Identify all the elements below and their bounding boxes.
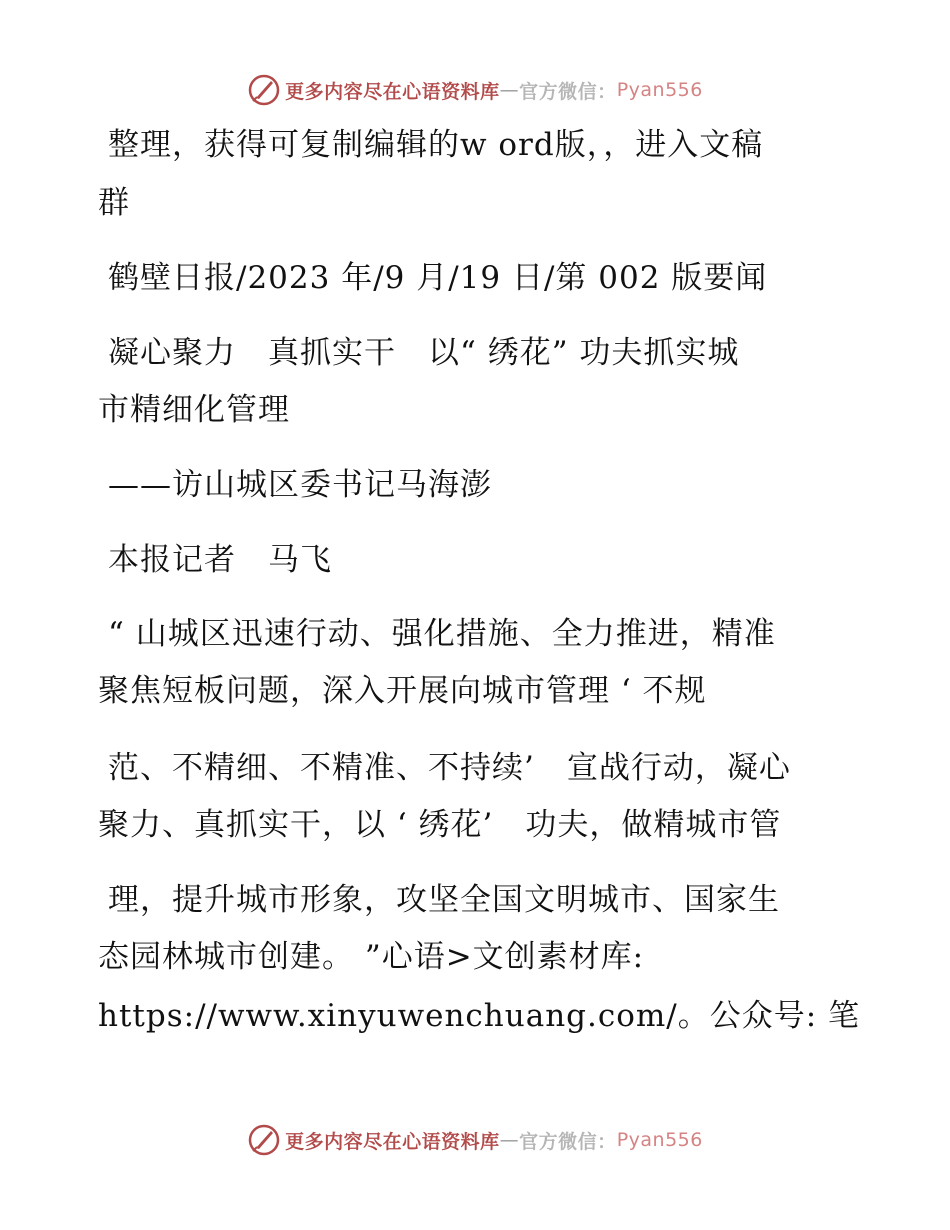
- watermark-dash: —: [499, 1129, 520, 1151]
- text-line: “ 山城区迅速行动、强化措施、全力推进，精准: [108, 616, 776, 652]
- text-line: 本报记者 马飞: [108, 542, 332, 578]
- text-line: 聚力、真抓实干，以 ‘ 绣花’ 功夫，做精城市管: [98, 807, 782, 843]
- text-line: 鹤壁日报/2023 年/9 月/19 日/第 002 版要闻: [108, 260, 768, 296]
- watermark-footer: [0, 1120, 950, 1160]
- quill-logo-icon: [247, 1123, 281, 1157]
- text-line: 范、不精细、不精准、不持续’ 宣战行动，凝心: [108, 750, 791, 786]
- text-line: 聚焦短板问题，深入开展向城市管理 ‘ 不规: [98, 673, 707, 709]
- text-line: 理，提升城市形象，攻坚全国文明城市、国家生: [108, 882, 780, 918]
- text-line: 群: [98, 185, 130, 221]
- watermark-id: Pyan556: [616, 79, 703, 101]
- watermark-main-text: 更多内容尽在心语资料库: [285, 1130, 500, 1153]
- watermark-main-text: 更多内容尽在心语资料库: [285, 80, 500, 103]
- text-line: 态园林城市创建。 ”心语>文创素材库:: [98, 939, 645, 975]
- text-line: 凝心聚力 真抓实干 以“ 绣花” 功夫抓实城: [108, 335, 740, 371]
- watermark-dash: —: [499, 79, 520, 101]
- text-line: https://www.xinyuwenchuang.com/。公众号: 笔: [98, 998, 861, 1034]
- text-line: 市精细化管理: [98, 392, 290, 428]
- watermark-id: Pyan556: [616, 1129, 703, 1151]
- text-line: 整理，获得可复制编辑的w ord版，，进入文稿: [108, 127, 764, 163]
- text-line: ——访山城区委书记马海澎: [108, 467, 492, 503]
- watermark-label: 官方微信：: [519, 80, 617, 103]
- watermark-label: 官方微信：: [519, 1130, 617, 1153]
